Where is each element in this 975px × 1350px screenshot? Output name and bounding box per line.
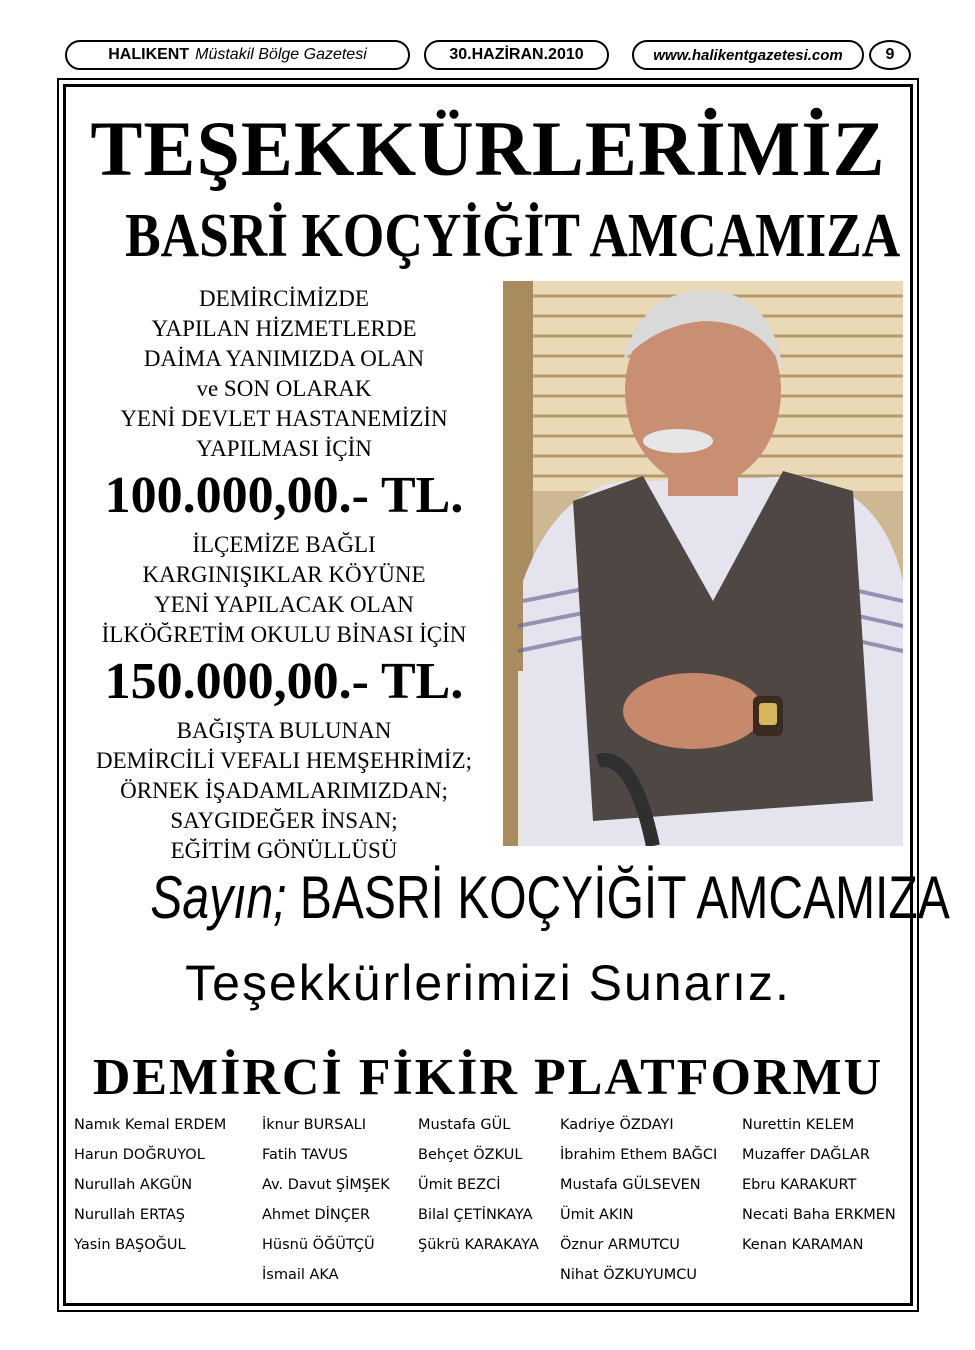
thanks-line: Teşekkürlerimizi Sunarız. [185,955,791,1011]
body-line: YENİ DEVLET HASTANEMİZİN [120,406,448,431]
signatory-name: Nihat ÖZKUYUMCU [560,1267,698,1283]
signatory-name: Behçet ÖZKUL [418,1147,523,1163]
newspaper-subtitle: Müstakil Bölge Gazetesi [195,46,367,63]
signatory-name: Ebru KARAKURT [742,1177,857,1193]
body-line: KARGINIŞIKLAR KÖYÜNE [142,562,426,587]
signatory-name: Ümit BEZCİ [418,1177,501,1193]
signatory-name: İbrahim Ethem BAĞCI [560,1147,718,1163]
signatory-name: Harun DOĞRUYOL [74,1147,205,1163]
signatory-name: Fatih TAVUS [262,1147,348,1163]
issue-date: 30.HAZİRAN.2010 [424,40,609,70]
organization-name: DEMİRCİ FİKİR PLATFORMU [92,1049,884,1106]
signatory-name: Mustafa GÜL [418,1117,511,1133]
signatory-name: Bilal ÇETİNKAYA [418,1207,533,1223]
ad-title: TEŞEKKÜRLERİMİZ [90,105,886,192]
signatory-name: Mustafa GÜLSEVEN [560,1177,701,1193]
signatory-name: Nurullah ERTAŞ [74,1207,185,1223]
body-line: İLÇEMİZE BAĞLI [192,532,376,557]
signatories-column [560,1110,717,1290]
body-line: İLKÖĞRETİM OKULU BİNASI İÇİN [101,622,467,647]
signatory-name: Kenan KARAMAN [742,1237,864,1253]
body-line: YAPILAN HİZMETLERDE [151,316,417,341]
closing-address [150,860,950,936]
body-line: DEMİRCİMİZDE [199,286,369,311]
body-line: ÖRNEK İŞADAMLARIMIZDAN; [120,778,448,803]
signatory-name: Şükrü KARAKAYA [418,1237,539,1253]
body-line: BAĞIŞTA BULUNAN [176,718,392,743]
signatory-name: Nurettin KELEM [742,1117,855,1133]
signatories-column [74,1110,226,1260]
signatory-name: Kadriye ÖZDAYI [560,1117,674,1133]
signatory-name: Ahmet DİNÇER [262,1207,371,1223]
sayin-name: BASRİ KOÇYİĞİT AMCAMIZA [286,864,950,931]
donation-amount-2: 150.000,00.- TL. [104,653,464,710]
donation-amount-1: 100.000,00.- TL. [104,467,464,524]
body-line: SAYGIDEĞER İNSAN; [170,808,398,833]
signatory-name: Necati Baha ERKMEN [742,1207,896,1223]
newspaper-header [57,40,919,72]
newspaper-brand: HALIKENT [108,46,190,63]
ad-body-text [66,284,502,866]
signatory-name: Öznur ARMUTCU [560,1237,680,1253]
website-url: www.halikentgazetesi.com [632,40,864,70]
signatory-name: Ümit AKIN [560,1207,634,1223]
body-line: ve SON OLARAK [196,376,372,401]
sayin-prefix: Sayın; [150,864,287,931]
body-line: YAPILMASI İÇİN [196,436,372,461]
signatory-name: İsmail AKA [262,1267,339,1283]
ad-recipient: BASRİ KOÇYİĞİT AMCAMIZA [125,202,901,270]
signatories-column [262,1110,390,1290]
body-line: DAİMA YANIMIZDA OLAN [143,346,425,371]
signatory-name: Hüsnü ÖĞÜTÇÜ [262,1237,375,1253]
masthead-box [65,40,410,70]
signatory-name: Nurullah AKGÜN [74,1177,193,1193]
page-number: 9 [869,40,911,70]
signatory-name: Av. Davut ŞİMŞEK [262,1177,390,1193]
body-line: DEMİRCİLİ VEFALI HEMŞEHRİMİZ; [95,748,473,773]
signatories-column [742,1110,896,1260]
signatory-name: Yasin BAŞOĞUL [74,1237,186,1253]
body-line: EĞİTİM GÖNÜLLÜSÜ [170,838,398,863]
portrait-illustration [503,281,903,846]
body-line: YENİ YAPILACAK OLAN [154,592,414,617]
signatory-name: Namık Kemal ERDEM [74,1117,227,1133]
signatories-list [74,1110,914,1290]
signatories-column [418,1110,539,1260]
portrait-photo [503,281,903,846]
signatory-name: İknur BURSALI [262,1117,367,1133]
signatory-name: Muzaffer DAĞLAR [742,1147,870,1163]
